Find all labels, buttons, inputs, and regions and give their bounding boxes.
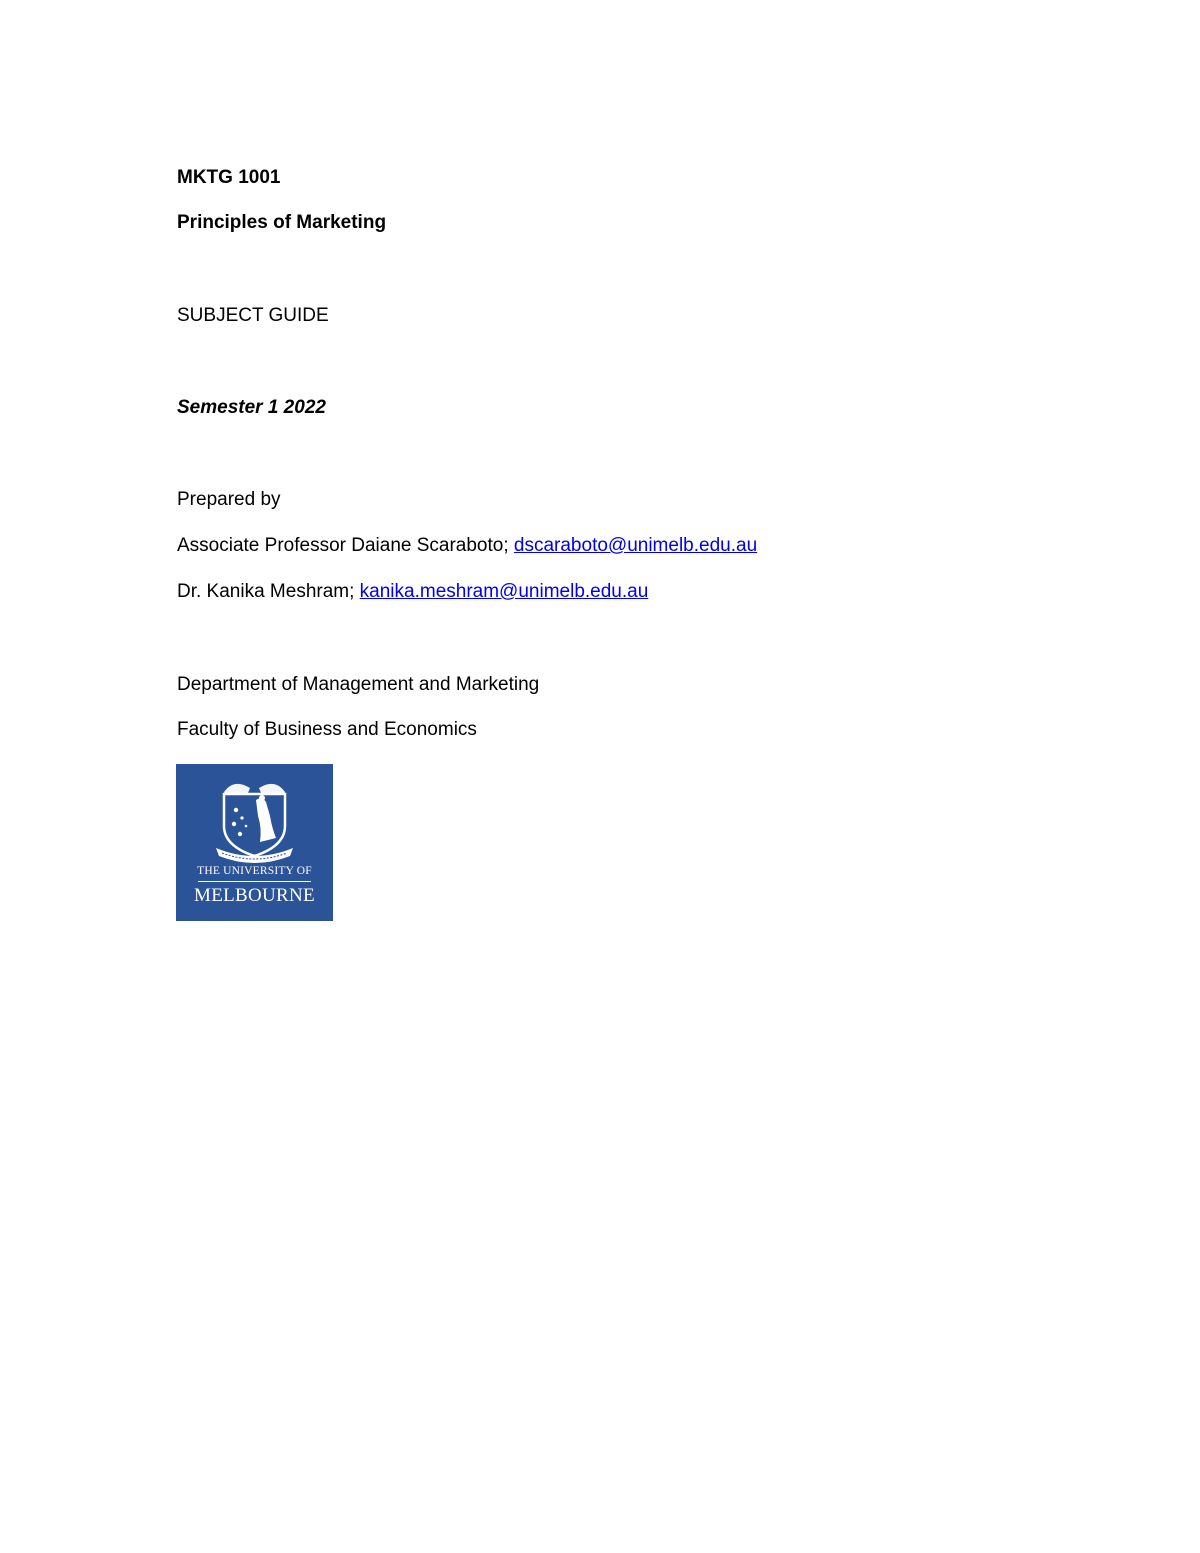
author-line-1 (177, 535, 757, 557)
author-name-1: Associate Professor Daiane Scaraboto; (177, 535, 514, 556)
author-name-2: Dr. Kanika Meshram; (177, 581, 360, 602)
faculty: Faculty of Business and Economics (177, 719, 477, 740)
logo-divider (198, 881, 311, 882)
author-email-link-1[interactable]: dscaraboto@unimelb.edu.au (513, 535, 758, 556)
course-title: Principles of Marketing (177, 212, 387, 233)
prepared-by-label: Prepared by (177, 489, 281, 510)
author-line-2 (177, 581, 648, 603)
university-logo (176, 764, 333, 921)
semester: Semester 1 2022 (177, 397, 326, 418)
author-email-link-2[interactable]: kanika.meshram@unimelb.edu.au (359, 581, 649, 602)
department: Department of Management and Marketing (177, 674, 540, 695)
logo-text-line2: MELBOURNE (194, 885, 315, 906)
course-code: MKTG 1001 (177, 167, 281, 188)
logo-text-line1: THE UNIVERSITY OF (197, 865, 312, 877)
document-type: SUBJECT GUIDE (177, 305, 329, 326)
